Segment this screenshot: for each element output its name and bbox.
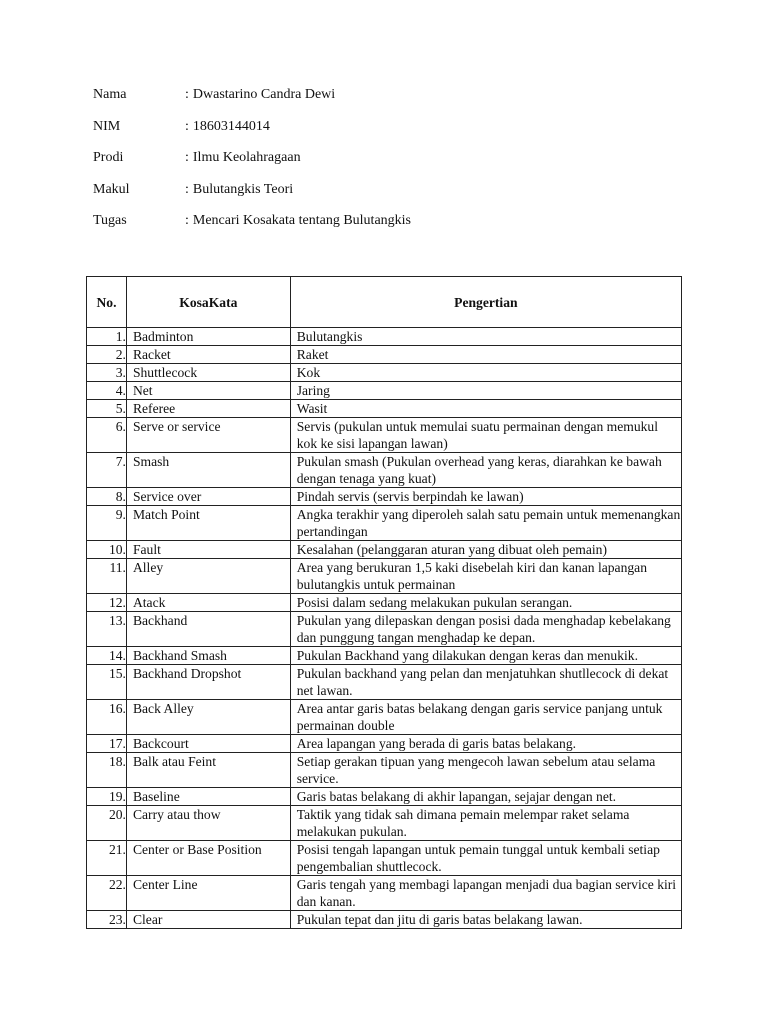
row-number: 2.	[87, 346, 127, 364]
row-definition: Pukulan tepat dan jitu di garis batas belakang lawan.	[290, 911, 681, 929]
row-definition: Wasit	[290, 400, 681, 418]
row-definition: Garis batas belakang di akhir lapangan, sejajar dengan net.	[290, 788, 681, 806]
info-row-nama	[93, 86, 411, 118]
row-definition: Setiap gerakan tipuan yang mengecoh lawan sebelum atau selama service.	[290, 753, 681, 788]
row-term: Fault	[126, 541, 290, 559]
row-number: 16.	[87, 700, 127, 735]
row-definition: Pukulan Backhand yang dilakukan dengan keras dan menukik.	[290, 647, 681, 665]
info-value: Dwastarino Candra Dewi	[192, 87, 336, 102]
row-term: Carry atau thow	[126, 806, 290, 841]
info-value: Bulutangkis Teori	[192, 181, 294, 197]
table-row	[87, 612, 682, 647]
info-separator: :	[185, 181, 189, 197]
info-label: Prodi	[93, 150, 124, 165]
table-row	[87, 594, 682, 612]
info-separator: :	[185, 87, 189, 102]
column-header-kosakata: KosaKata	[126, 277, 290, 328]
row-term: Backhand Smash	[126, 647, 290, 665]
table-row	[87, 418, 682, 453]
row-definition: Kok	[290, 364, 681, 382]
row-number: 6.	[87, 418, 127, 453]
info-label: Makul	[93, 181, 130, 197]
row-definition: Raket	[290, 346, 681, 364]
table-row	[87, 400, 682, 418]
row-term: Net	[126, 382, 290, 400]
table-row	[87, 328, 682, 346]
row-definition: Kesalahan (pelanggaran aturan yang dibuat oleh pemain)	[290, 541, 681, 559]
table-row	[87, 788, 682, 806]
table-row	[87, 382, 682, 400]
row-definition: Pukulan yang dilepaskan dengan posisi dada menghadap kebelakang dan punggung tangan menghadap ke depan.	[290, 612, 681, 647]
row-number: 4.	[87, 382, 127, 400]
row-number: 19.	[87, 788, 127, 806]
row-term: Shuttlecock	[126, 364, 290, 382]
info-separator: :	[185, 150, 189, 165]
table-row	[87, 541, 682, 559]
row-number: 14.	[87, 647, 127, 665]
table-row	[87, 841, 682, 876]
table-row	[87, 506, 682, 541]
row-term: Atack	[126, 594, 290, 612]
row-term: Backcourt	[126, 735, 290, 753]
table-row	[87, 876, 682, 911]
table-row	[87, 753, 682, 788]
table-row	[87, 488, 682, 506]
table-row	[87, 700, 682, 735]
table-header-row	[87, 277, 682, 328]
row-definition: Area yang berukuran 1,5 kaki disebelah kiri dan kanan lapangan bulutangkis untuk permainan	[290, 559, 681, 594]
row-number: 23.	[87, 911, 127, 929]
row-term: Service over	[126, 488, 290, 506]
info-row-tugas	[93, 212, 411, 244]
row-number: 13.	[87, 612, 127, 647]
info-label: NIM	[93, 118, 121, 134]
row-definition: Pukulan smash (Pukulan overhead yang keras, diarahkan ke bawah dengan tenaga yang kuat)	[290, 453, 681, 488]
row-definition: Area antar garis batas belakang dengan garis service panjang untuk permainan double	[290, 700, 681, 735]
column-header-pengertian: Pengertian	[290, 277, 681, 328]
row-number: 22.	[87, 876, 127, 911]
row-definition: Servis (pukulan untuk memulai suatu permainan dengan memukul kok ke sisi lapangan lawan)	[290, 418, 681, 453]
row-number: 9.	[87, 506, 127, 541]
table-body	[87, 328, 682, 929]
row-definition: Garis tengah yang membagi lapangan menjadi dua bagian service kiri dan kanan.	[290, 876, 681, 911]
row-definition: Pukulan backhand yang pelan dan menjatuhkan shutllecock di dekat net lawan.	[290, 665, 681, 700]
row-term: Match Point	[126, 506, 290, 541]
row-term: Center or Base Position	[126, 841, 290, 876]
row-term: Clear	[126, 911, 290, 929]
row-definition: Bulutangkis	[290, 328, 681, 346]
row-number: 8.	[87, 488, 127, 506]
row-term: Alley	[126, 559, 290, 594]
table-row	[87, 806, 682, 841]
student-info	[93, 86, 411, 244]
info-row-prodi	[93, 149, 411, 181]
row-term: Smash	[126, 453, 290, 488]
row-term: Center Line	[126, 876, 290, 911]
row-term: Balk atau Feint	[126, 753, 290, 788]
info-row-makul	[93, 181, 411, 213]
vocabulary-table	[86, 276, 682, 929]
table-row	[87, 911, 682, 929]
row-number: 3.	[87, 364, 127, 382]
row-number: 17.	[87, 735, 127, 753]
row-term: Baseline	[126, 788, 290, 806]
row-number: 1.	[87, 328, 127, 346]
row-number: 10.	[87, 541, 127, 559]
table-row	[87, 735, 682, 753]
row-number: 15.	[87, 665, 127, 700]
row-definition: Angka terakhir yang diperoleh salah satu pemain untuk memenangkan pertandingan	[290, 506, 681, 541]
row-term: Referee	[126, 400, 290, 418]
row-term: Back Alley	[126, 700, 290, 735]
row-definition: Pindah servis (servis berpindah ke lawan)	[290, 488, 681, 506]
row-number: 12.	[87, 594, 127, 612]
table-row	[87, 346, 682, 364]
row-number: 7.	[87, 453, 127, 488]
table-row	[87, 665, 682, 700]
table-row	[87, 559, 682, 594]
info-separator: :	[185, 118, 189, 134]
row-definition: Area lapangan yang berada di garis batas belakang.	[290, 735, 681, 753]
row-number: 18.	[87, 753, 127, 788]
column-header-no: No.	[87, 277, 127, 328]
table-row	[87, 647, 682, 665]
row-number: 21.	[87, 841, 127, 876]
row-term: Racket	[126, 346, 290, 364]
info-label: Tugas	[93, 213, 127, 228]
row-term: Backhand	[126, 612, 290, 647]
row-term: Backhand Dropshot	[126, 665, 290, 700]
table-row	[87, 364, 682, 382]
row-number: 5.	[87, 400, 127, 418]
table-row	[87, 453, 682, 488]
row-term: Serve or service	[126, 418, 290, 453]
row-term: Badminton	[126, 328, 290, 346]
row-number: 11.	[87, 559, 127, 594]
info-separator: :	[185, 213, 189, 228]
info-value: Mencari Kosakata tentang Bulutangkis	[192, 213, 411, 228]
row-definition: Taktik yang tidak sah dimana pemain melempar raket selama melakukan pukulan.	[290, 806, 681, 841]
info-row-nim	[93, 118, 411, 150]
row-number: 20.	[87, 806, 127, 841]
row-definition: Posisi tengah lapangan untuk pemain tunggal untuk kembali setiap pengembalian shuttlecock.	[290, 841, 681, 876]
row-definition: Jaring	[290, 382, 681, 400]
info-value: 18603144014	[192, 118, 270, 134]
info-value: Ilmu Keolahragaan	[192, 150, 301, 165]
info-label: Nama	[93, 87, 127, 102]
row-definition: Posisi dalam sedang melakukan pukulan serangan.	[290, 594, 681, 612]
